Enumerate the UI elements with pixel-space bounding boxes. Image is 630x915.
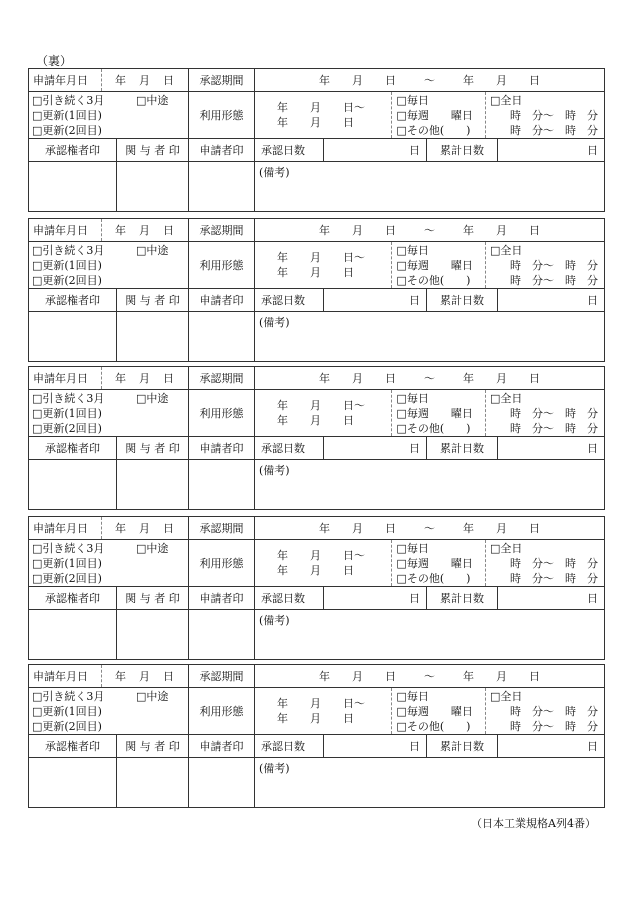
- checkbox-all-day[interactable]: □全日: [490, 541, 523, 555]
- applicant-seal-box[interactable]: [189, 312, 255, 362]
- remarks-field[interactable]: [255, 460, 605, 510]
- checkbox-continue-3-months[interactable]: □引き続く3月: [32, 391, 105, 405]
- checkbox-renewal-1[interactable]: □更新(1回目): [32, 108, 102, 122]
- cumulative-days-label: 累計日数: [427, 587, 498, 609]
- usage-form-cell[interactable]: [255, 242, 605, 289]
- related-seal-label: 関 与 者 印: [117, 289, 189, 312]
- applicant-seal-box[interactable]: [189, 460, 255, 510]
- checkbox-renewal-1[interactable]: □更新(1回目): [32, 406, 102, 420]
- applicant-seal-label: 申請者印: [189, 735, 255, 758]
- checkbox-renewal-2[interactable]: □更新(2回目): [32, 273, 102, 287]
- remarks-label: (備考): [259, 614, 290, 627]
- approved-days-value[interactable]: 日: [324, 735, 427, 757]
- checkbox-renewal-1[interactable]: □更新(1回目): [32, 258, 102, 272]
- record-table: [28, 218, 605, 362]
- approval-period-label: 承認期間: [189, 665, 255, 688]
- usage-date-to: 年 月 日: [277, 116, 354, 129]
- usage-date-from: 年 月 日～: [277, 399, 365, 412]
- approval-period-cell[interactable]: [255, 219, 605, 242]
- approval-period-label: 承認期間: [189, 219, 255, 242]
- applicant-seal-box[interactable]: [189, 162, 255, 212]
- applicant-seal-label: 申請者印: [189, 139, 255, 162]
- time-range-2: 時 分～ 時 分: [510, 719, 598, 733]
- checkbox-every-day[interactable]: □毎日: [396, 541, 429, 555]
- remarks-label: (備考): [259, 762, 290, 775]
- application-type-cell[interactable]: [29, 540, 189, 587]
- checkbox-renewal-1[interactable]: □更新(1回目): [32, 556, 102, 570]
- days-cell: [255, 587, 605, 610]
- period-from: 年 月 日: [319, 224, 396, 237]
- application-date-cell[interactable]: [29, 517, 189, 540]
- page-label: （裏）: [36, 54, 73, 68]
- record-table: [28, 366, 605, 510]
- checkbox-midway[interactable]: □中途: [136, 391, 169, 405]
- related-seal-box[interactable]: [117, 460, 189, 510]
- checkbox-every-week[interactable]: □毎週 曜日: [396, 406, 473, 420]
- approved-days-value[interactable]: 日: [324, 289, 427, 311]
- time-range-2: 時 分～ 時 分: [510, 123, 598, 137]
- application-date-label: 申請年月日: [29, 665, 102, 687]
- approval-period-cell[interactable]: [255, 367, 605, 390]
- remarks-field[interactable]: [255, 312, 605, 362]
- related-seal-label: 関 与 者 印: [117, 735, 189, 758]
- approved-days-label: 承認日数: [255, 139, 324, 161]
- time-range-2: 時 分～ 時 分: [510, 273, 598, 287]
- related-seal-box[interactable]: [117, 610, 189, 660]
- approved-days-value[interactable]: 日: [324, 587, 427, 609]
- checkbox-all-day[interactable]: □全日: [490, 243, 523, 257]
- usage-date-to: 年 月 日: [277, 266, 354, 279]
- period-separator: ～: [424, 372, 435, 385]
- remarks-label: (備考): [259, 316, 290, 329]
- record-table: [28, 516, 605, 660]
- period-to: 年 月 日: [463, 224, 540, 237]
- period-separator: ～: [424, 74, 435, 87]
- approver-seal-box[interactable]: [29, 460, 117, 510]
- checkbox-other[interactable]: □その他( ): [396, 571, 471, 585]
- approver-seal-label: 承認権者印: [29, 289, 117, 312]
- applicant-seal-label: 申請者印: [189, 289, 255, 312]
- period-to: 年 月 日: [463, 372, 540, 385]
- application-type-cell[interactable]: [29, 92, 189, 139]
- period-from: 年 月 日: [319, 372, 396, 385]
- period-from: 年 月 日: [319, 522, 396, 535]
- footer-note: （日本工業規格A列4番）: [471, 817, 596, 830]
- checkbox-every-day[interactable]: □毎日: [396, 243, 429, 257]
- time-range-1: 時 分～ 時 分: [510, 556, 598, 570]
- usage-date-to: 年 月 日: [277, 564, 354, 577]
- checkbox-every-week[interactable]: □毎週 曜日: [396, 704, 473, 718]
- application-record: [28, 218, 604, 360]
- checkbox-other[interactable]: □その他( ): [396, 719, 471, 733]
- period-from: 年 月 日: [319, 670, 396, 683]
- related-seal-box[interactable]: [117, 758, 189, 808]
- application-date-value: 年 月 日: [115, 74, 175, 87]
- cumulative-days-value[interactable]: 日: [587, 442, 598, 455]
- remarks-field[interactable]: [255, 758, 605, 808]
- time-range-1: 時 分～ 時 分: [510, 406, 598, 420]
- checkbox-continue-3-months[interactable]: □引き続く3月: [32, 243, 105, 257]
- application-type-cell[interactable]: [29, 390, 189, 437]
- checkbox-renewal-1[interactable]: □更新(1回目): [32, 704, 102, 718]
- period-separator: ～: [424, 522, 435, 535]
- record-table: [28, 68, 605, 212]
- usage-form-cell[interactable]: [255, 540, 605, 587]
- usage-date-from: 年 月 日～: [277, 101, 365, 114]
- checkbox-renewal-2[interactable]: □更新(2回目): [32, 123, 102, 137]
- checkbox-other[interactable]: □その他( ): [396, 421, 471, 435]
- approved-days-label: 承認日数: [255, 437, 324, 459]
- days-cell: [255, 735, 605, 758]
- checkbox-renewal-2[interactable]: □更新(2回目): [32, 421, 102, 435]
- cumulative-days-value[interactable]: 日: [587, 592, 598, 605]
- checkbox-midway[interactable]: □中途: [136, 689, 169, 703]
- approval-period-label: 承認期間: [189, 367, 255, 390]
- approval-period-cell[interactable]: [255, 665, 605, 688]
- usage-date-from: 年 月 日～: [277, 549, 365, 562]
- cumulative-days-value[interactable]: 日: [587, 144, 598, 157]
- approved-days-value[interactable]: 日: [324, 139, 427, 161]
- cumulative-days-label: 累計日数: [427, 735, 498, 757]
- approval-period-cell[interactable]: [255, 517, 605, 540]
- usage-date-to: 年 月 日: [277, 712, 354, 725]
- approver-seal-label: 承認権者印: [29, 587, 117, 610]
- application-date-label: 申請年月日: [29, 219, 102, 241]
- checkbox-all-day[interactable]: □全日: [490, 391, 523, 405]
- approver-seal-box[interactable]: [29, 162, 117, 212]
- cumulative-days-value[interactable]: 日: [587, 294, 598, 307]
- usage-date-from: 年 月 日～: [277, 697, 365, 710]
- period-separator: ～: [424, 224, 435, 237]
- cumulative-days-label: 累計日数: [427, 437, 498, 459]
- approval-period-label: 承認期間: [189, 517, 255, 540]
- approver-seal-label: 承認権者印: [29, 139, 117, 162]
- days-cell: [255, 437, 605, 460]
- checkbox-other[interactable]: □その他( ): [396, 123, 471, 137]
- related-seal-label: 関 与 者 印: [117, 587, 189, 610]
- record-table: [28, 664, 605, 808]
- usage-form-label: 利用形態: [189, 242, 255, 289]
- related-seal-box[interactable]: [117, 312, 189, 362]
- time-range-2: 時 分～ 時 分: [510, 571, 598, 585]
- usage-form-label: 利用形態: [189, 92, 255, 139]
- application-type-cell[interactable]: [29, 688, 189, 735]
- approved-days-label: 承認日数: [255, 587, 324, 609]
- cumulative-days-label: 累計日数: [427, 289, 498, 311]
- usage-date-from: 年 月 日～: [277, 251, 365, 264]
- applicant-seal-label: 申請者印: [189, 437, 255, 460]
- usage-form-label: 利用形態: [189, 688, 255, 735]
- related-seal-label: 関 与 者 印: [117, 139, 189, 162]
- cumulative-days-value[interactable]: 日: [587, 740, 598, 753]
- period-to: 年 月 日: [463, 670, 540, 683]
- cumulative-days-label: 累計日数: [427, 139, 498, 161]
- application-date-cell[interactable]: [29, 219, 189, 242]
- checkbox-midway[interactable]: □中途: [136, 541, 169, 555]
- application-date-label: 申請年月日: [29, 367, 102, 389]
- remarks-label: (備考): [259, 166, 290, 179]
- application-record: [28, 664, 604, 806]
- checkbox-all-day[interactable]: □全日: [490, 689, 523, 703]
- remarks-field[interactable]: [255, 610, 605, 660]
- checkbox-renewal-2[interactable]: □更新(2回目): [32, 719, 102, 733]
- checkbox-every-week[interactable]: □毎週 曜日: [396, 108, 473, 122]
- approved-days-label: 承認日数: [255, 735, 324, 757]
- checkbox-every-week[interactable]: □毎週 曜日: [396, 556, 473, 570]
- related-seal-box[interactable]: [117, 162, 189, 212]
- application-date-cell[interactable]: [29, 665, 189, 688]
- time-range-1: 時 分～ 時 分: [510, 108, 598, 122]
- applicant-seal-box[interactable]: [189, 758, 255, 808]
- application-date-value: 年 月 日: [115, 522, 175, 535]
- checkbox-continue-3-months[interactable]: □引き続く3月: [32, 689, 105, 703]
- application-date-label: 申請年月日: [29, 69, 102, 91]
- checkbox-every-day[interactable]: □毎日: [396, 391, 429, 405]
- checkbox-every-day[interactable]: □毎日: [396, 93, 429, 107]
- usage-form-cell[interactable]: [255, 92, 605, 139]
- usage-date-to: 年 月 日: [277, 414, 354, 427]
- approver-seal-box[interactable]: [29, 312, 117, 362]
- application-date-value: 年 月 日: [115, 670, 175, 683]
- checkbox-renewal-2[interactable]: □更新(2回目): [32, 571, 102, 585]
- period-from: 年 月 日: [319, 74, 396, 87]
- application-record: [28, 516, 604, 658]
- approver-seal-label: 承認権者印: [29, 437, 117, 460]
- remarks-field[interactable]: [255, 162, 605, 212]
- approved-days-label: 承認日数: [255, 289, 324, 311]
- approval-period-label: 承認期間: [189, 69, 255, 92]
- application-record: [28, 68, 604, 210]
- days-cell: [255, 139, 605, 162]
- period-to: 年 月 日: [463, 522, 540, 535]
- applicant-seal-box[interactable]: [189, 610, 255, 660]
- checkbox-every-week[interactable]: □毎週 曜日: [396, 258, 473, 272]
- usage-form-label: 利用形態: [189, 390, 255, 437]
- time-range-2: 時 分～ 時 分: [510, 421, 598, 435]
- checkbox-other[interactable]: □その他( ): [396, 273, 471, 287]
- checkbox-all-day[interactable]: □全日: [490, 93, 523, 107]
- usage-form-cell[interactable]: [255, 390, 605, 437]
- related-seal-label: 関 与 者 印: [117, 437, 189, 460]
- application-date-value: 年 月 日: [115, 372, 175, 385]
- approver-seal-label: 承認権者印: [29, 735, 117, 758]
- approved-days-value[interactable]: 日: [324, 437, 427, 459]
- period-to: 年 月 日: [463, 74, 540, 87]
- time-range-1: 時 分～ 時 分: [510, 704, 598, 718]
- usage-form-cell[interactable]: [255, 688, 605, 735]
- applicant-seal-label: 申請者印: [189, 587, 255, 610]
- application-date-label: 申請年月日: [29, 517, 102, 539]
- approver-seal-box[interactable]: [29, 758, 117, 808]
- checkbox-continue-3-months[interactable]: □引き続く3月: [32, 541, 105, 555]
- checkbox-continue-3-months[interactable]: □引き続く3月: [32, 93, 105, 107]
- remarks-label: (備考): [259, 464, 290, 477]
- application-date-value: 年 月 日: [115, 224, 175, 237]
- application-date-cell[interactable]: [29, 69, 189, 92]
- application-type-cell[interactable]: [29, 242, 189, 289]
- usage-form-label: 利用形態: [189, 540, 255, 587]
- approval-period-cell[interactable]: [255, 69, 605, 92]
- application-record: [28, 366, 604, 508]
- checkbox-midway[interactable]: □中途: [136, 93, 169, 107]
- checkbox-midway[interactable]: □中途: [136, 243, 169, 257]
- approver-seal-box[interactable]: [29, 610, 117, 660]
- checkbox-every-day[interactable]: □毎日: [396, 689, 429, 703]
- days-cell: [255, 289, 605, 312]
- period-separator: ～: [424, 670, 435, 683]
- time-range-1: 時 分～ 時 分: [510, 258, 598, 272]
- application-date-cell[interactable]: [29, 367, 189, 390]
